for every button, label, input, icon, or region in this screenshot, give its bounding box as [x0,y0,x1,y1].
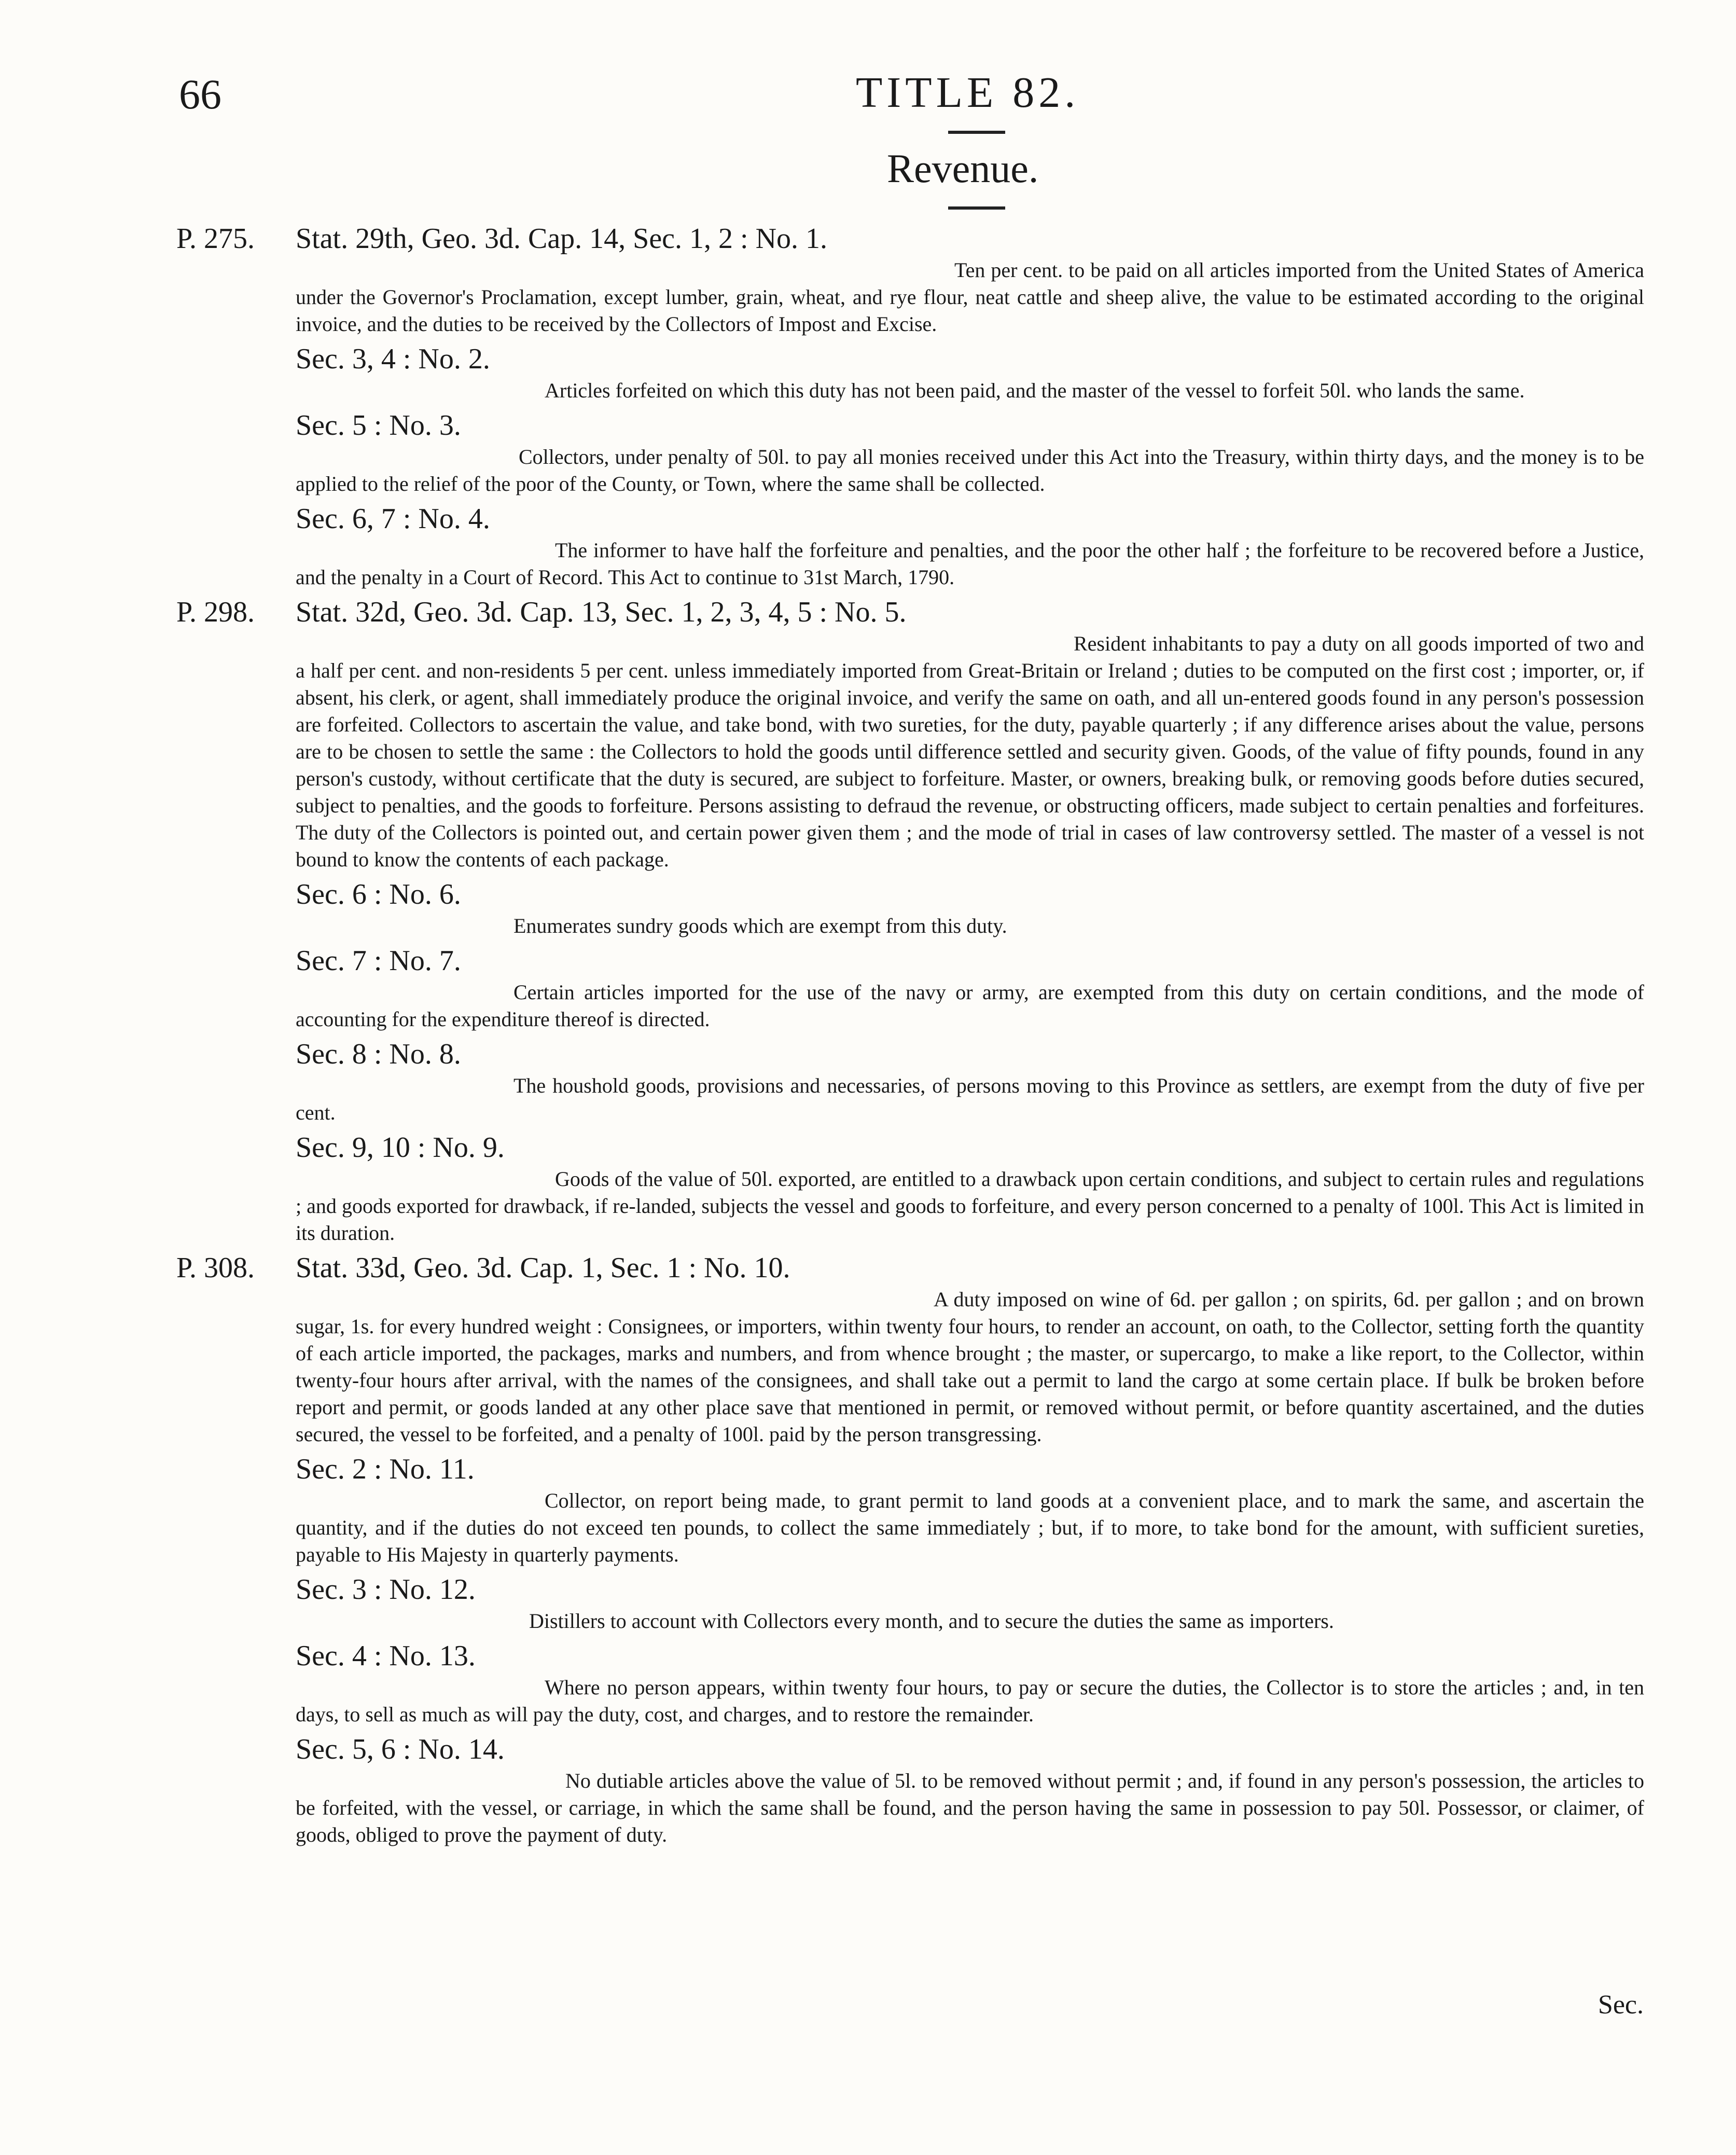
statute-reference: Stat. 33d, Geo. 3d. Cap. 1, Sec. 1 : No. 10. [296,1252,790,1284]
entry-summary: Collector, on report being made, to grant permit to land goods at a convenient place, and to mark the same, and ascertain the quantity, and if the duties do not exceed ten pounds, to collect the same immediately ; but, if to more, to take bond for the amount, with sufficient sureties, payable to His Majesty in quarterly payments. [296,1489,1644,1566]
entry-summary: The houshold goods, provisions and necessaries, of persons moving to this Province as settlers, are exempt from the duty of five per cent. [296,1074,1644,1124]
entry-heading [176,1129,1644,1166]
entry-summary: Goods of the value of 50l. exported, are entitled to a drawback upon certain conditions, and subject to certain rules and regulations ; and goods exported for drawback, if re-landed, subjects the vessel and goods to forfeiture, and every person concerned to a penalty of 100l. This Act is limited in its duration. [296,1167,1644,1245]
entry-heading [176,1571,1644,1608]
statute-reference: Sec. 6, 7 : No. 4. [296,503,490,535]
statute-reference: Sec. 2 : No. 11. [296,1453,475,1485]
page-number: 66 [179,71,221,118]
page-subtitle: Revenue. [887,146,1039,191]
entry-heading [176,1731,1644,1767]
title-rule [948,131,1005,134]
statute-reference: Sec. 9, 10 : No. 9. [296,1131,505,1164]
entry-summary: A duty imposed on wine of 6d. per gallon ; on spirits, 6d. per gallon ; and on brown sugar, 1s. for every hundred weight : Consignees, or importers, within twenty four hours, to render an account, on oath, to the Collector, setting forth the quantity of each article imported, the packages, marks and numbers, and from whence brought ; the master, or supercargo, to make a like report, to the Collector, within twenty-four hours after arrival, with the names of the consignees, and shall take out a permit to land the cargo at some certain place. If bulk be broken before report and permit, or goods landed at any other place save that mentioned in permit, or removed without permit, or before quantity ascertained, and the duties secured, the vessel to be forfeited, and a penalty of 100l. paid by the person transgressing. [296,1288,1644,1446]
entry-heading [176,943,1644,979]
statute-reference: Sec. 6 : No. 6. [296,878,461,910]
statute-reference: Stat. 32d, Geo. 3d. Cap. 13, Sec. 1, 2, 3, 4, 5 : No. 5. [296,596,907,628]
page-reference: P. 275. [176,223,255,255]
entry-summary: Ten per cent. to be paid on all articles imported from the United States of America under the Governor's Proclamation, except lumber, grain, wheat, and rye flour, neat cattle and sheep alive, the value to be estimated according to the original invoice, and the duties to be received by the Collectors of Impost and Excise. [296,258,1644,336]
entry-summary: Collectors, under penalty of 50l. to pay all monies received under this Act into the Treasury, within thirty days, and the money is to be applied to the relief of the poor of the County, or Town, where the same shall be collected. [296,445,1644,495]
statute-list [176,220,1644,1852]
entry-summary: The informer to have half the forfeiture and penalties, and the poor the other half ; the forfeiture to be recovered before a Justice, and the penalty in a Court of Record. This Act to continue to 31st March, 1790. [296,538,1644,589]
entry-heading [176,407,1644,444]
statute-reference: Sec. 5 : No. 3. [296,409,461,441]
page-title: TITLE 82. [856,68,1080,117]
entry-summary: Certain articles imported for the use of the navy or army, are exempted from this duty on certain conditions, and the mode of accounting for the expenditure thereof is directed. [296,980,1644,1031]
statute-reference: Stat. 29th, Geo. 3d. Cap. 14, Sec. 1, 2 : No. 1. [296,223,828,255]
statute-reference: Sec. 3, 4 : No. 2. [296,343,490,375]
entry-heading [176,594,1644,630]
catchword: Sec. [1598,1990,1644,2020]
page-reference: P. 298. [176,596,255,628]
entry-heading [176,501,1644,537]
entry-heading [176,1451,1644,1487]
page-reference: P. 308. [176,1252,255,1284]
entry-heading [176,220,1644,257]
entry-heading [176,876,1644,913]
entry-summary: Where no person appears, within twenty four hours, to pay or secure the duties, the Collector is to store the articles ; and, in ten days, to sell as much as will pay the duty, cost, and charges, and to restore the remainder. [296,1676,1644,1726]
statute-reference: Sec. 5, 6 : No. 14. [296,1733,505,1765]
entry-heading [176,1036,1644,1072]
statute-reference: Sec. 7 : No. 7. [296,945,461,977]
entry-summary: Enumerates sundry goods which are exempt from this duty. [513,914,1007,937]
entry-summary: Articles forfeited on which this duty has not been paid, and the master of the vessel to forfeit 50l. who lands the same. [545,379,1525,402]
entry-heading [176,341,1644,377]
entry-summary: No dutiable articles above the value of 5l. to be removed without permit ; and, if found in any person's possession, the articles to be forfeited, with the vessel, or carriage, in which the same shall be found, and the person having the same in possession to pay 50l. Possessor, or claimer, of goods, obliged to prove the payment of duty. [296,1769,1644,1846]
statute-reference: Sec. 4 : No. 13. [296,1640,476,1672]
statute-reference: Sec. 3 : No. 12. [296,1573,476,1606]
entry-summary: Distillers to account with Collectors every month, and to secure the duties the same as importers. [529,1609,1334,1633]
statute-reference: Sec. 8 : No. 8. [296,1038,461,1070]
entry-summary: Resident inhabitants to pay a duty on all goods imported of two and a half per cent. and non-residents 5 per cent. unless immediately imported from Great-Britain or Ireland ; duties to be computed on the first cost ; importer, or, if absent, his clerk, or agent, shall immediately produce the original invoice, and verify the same on oath, and all un-entered goods found in any person's possession are forfeited. Collectors to ascertain the value, and take bond, with two sureties, for the duty, payable quarterly ; if any difference arises about the value, persons are to be chosen to settle the same : the Collectors to hold the goods until difference settled and security given. Goods, of the value of fifty pounds, found in any person's custody, without certificate that the duty is secured, are subject to forfeiture. Master, or owners, breaking bulk, or removing goods before duties secured, subject to penalties, and the goods to forfeiture. Persons assisting to defraud the revenue, or obstructing officers, made subject to certain penalties and forfeitures. The duty of the Collectors is pointed out, and certain power given them ; and the mode of trial in cases of law controversy settled. The master of a vessel is not bound to know the contents of each package. [296,632,1644,871]
entry-heading [176,1638,1644,1674]
subtitle-rule [948,206,1005,210]
entry-heading [176,1250,1644,1286]
